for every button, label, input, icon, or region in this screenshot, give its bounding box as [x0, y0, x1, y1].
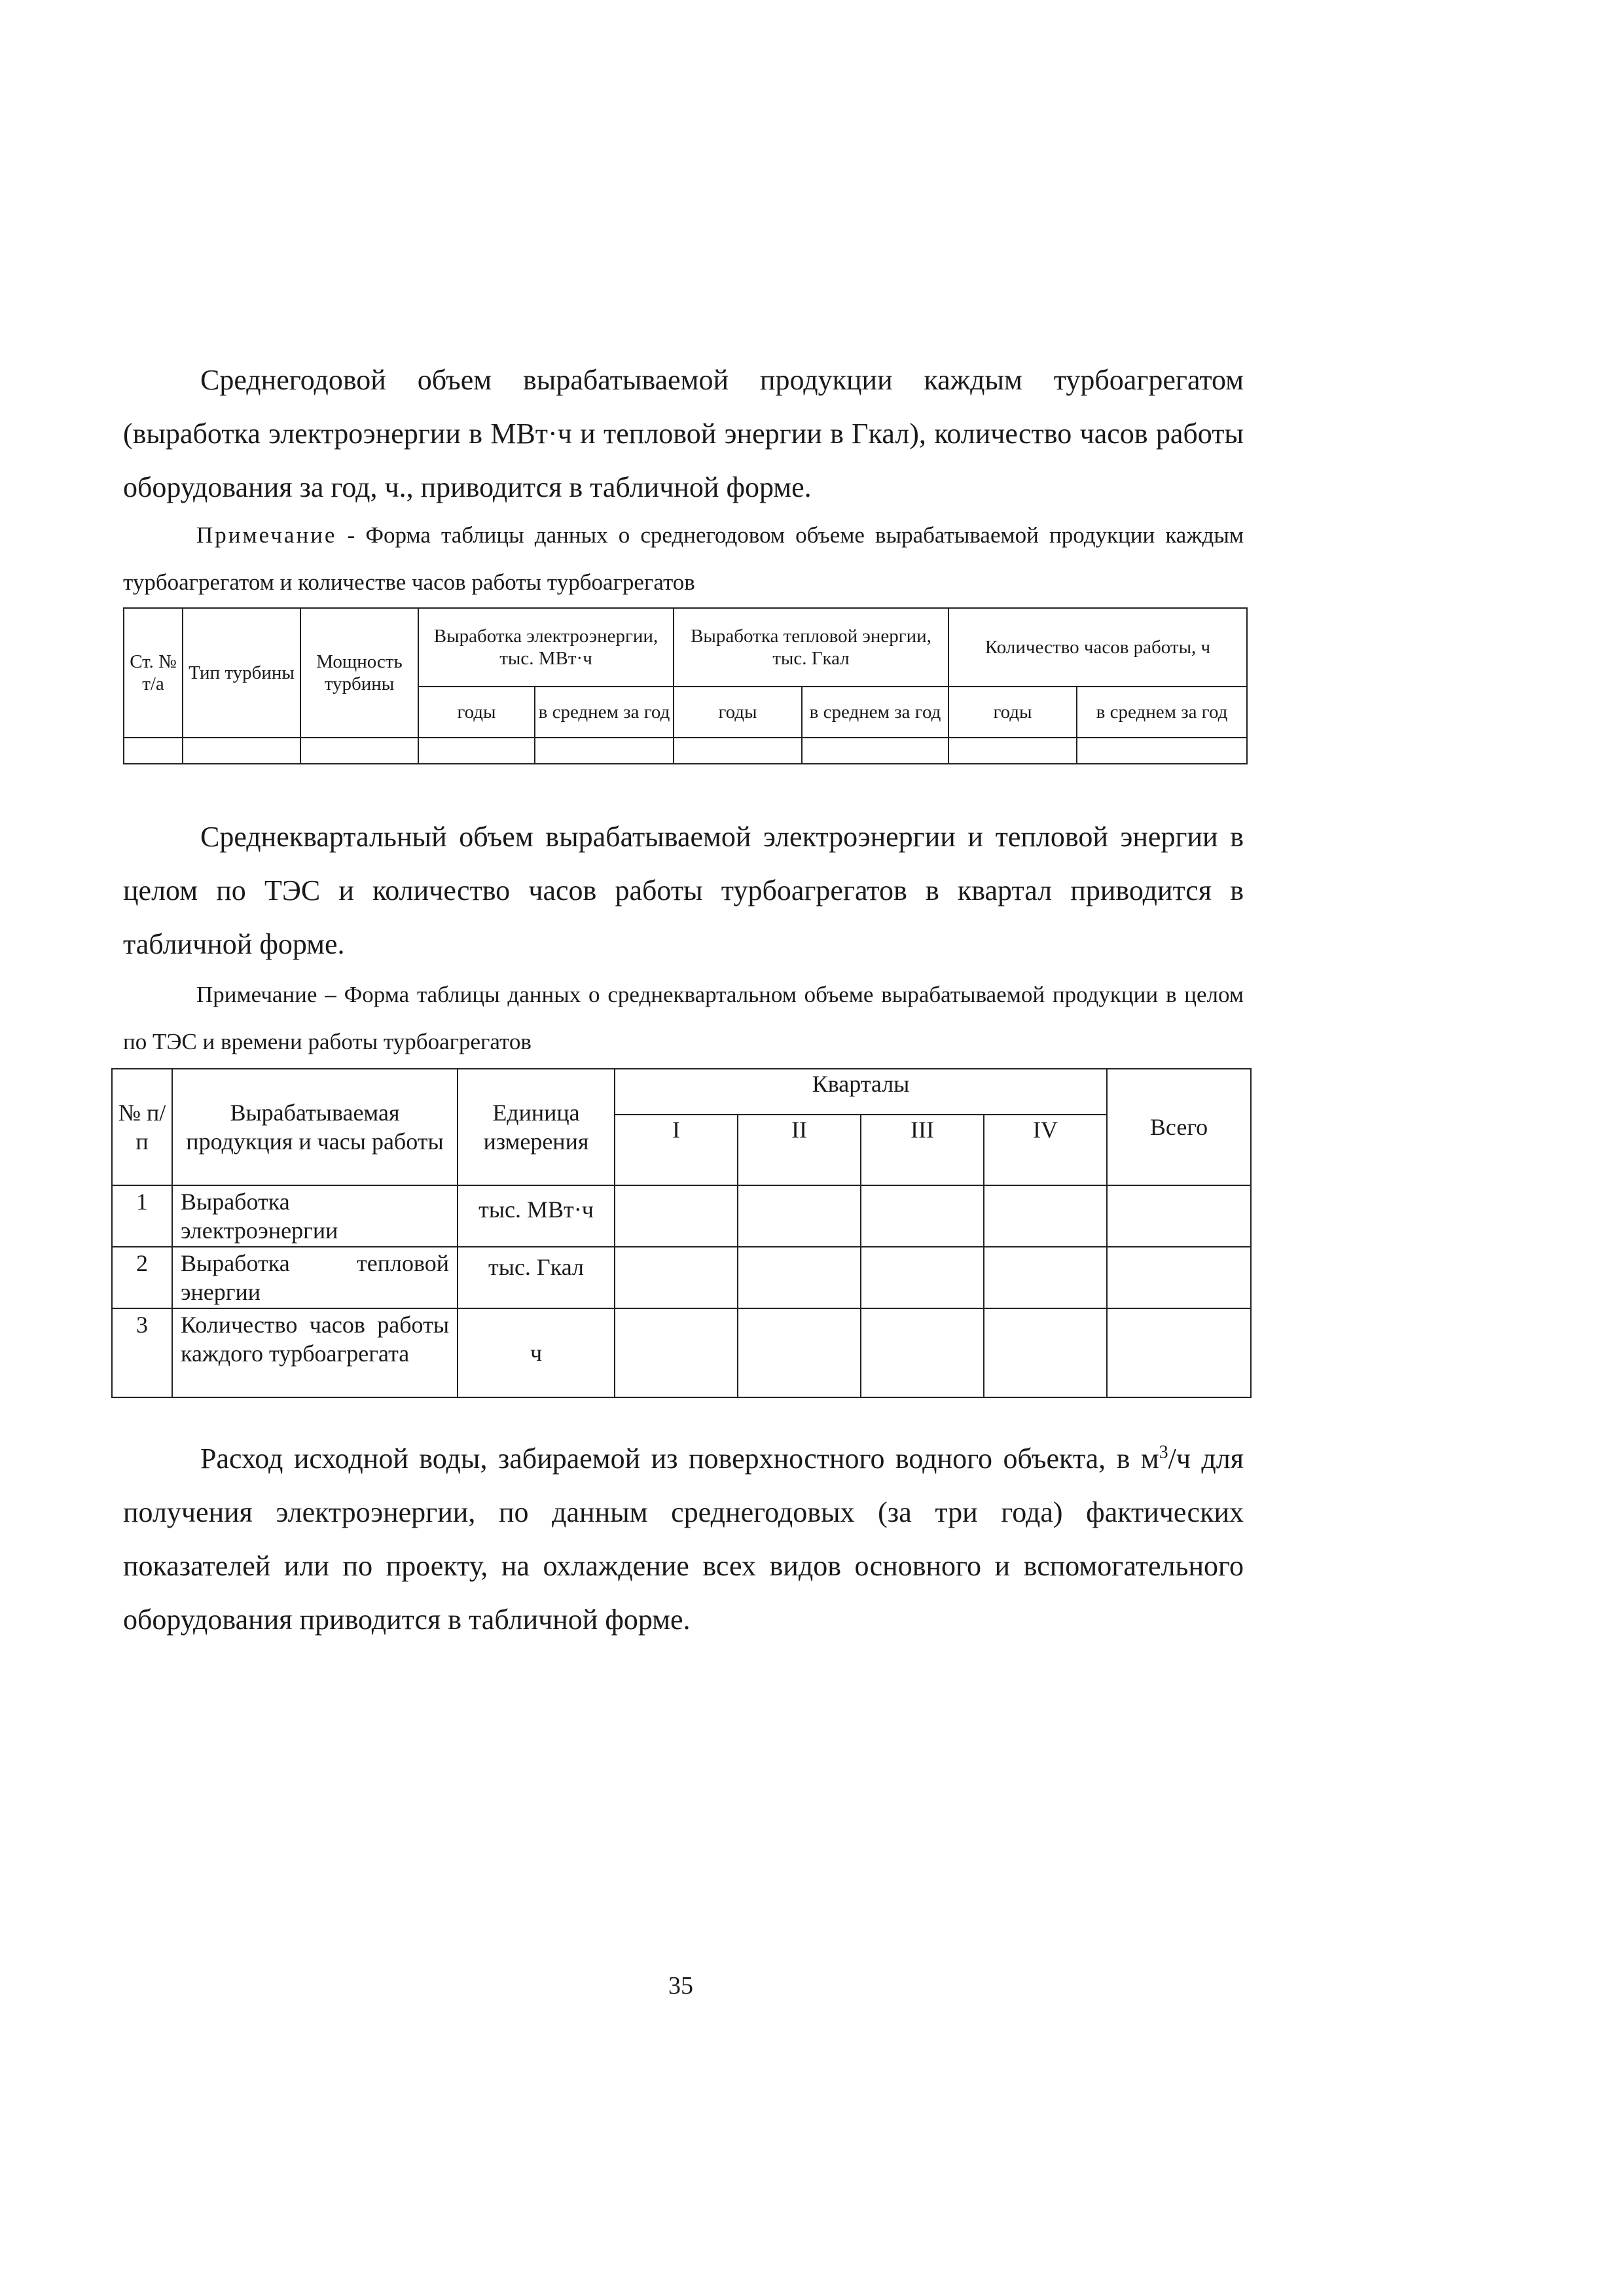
note-text: - Форма таблицы данных о среднегодовом объеме вырабатываемой продукции каждым турбоагрегатом и количестве часов работы турбоагрегатов: [123, 522, 1244, 595]
paragraph-text-end: /ч для получения электроэнергии, по данным среднегодовых (за три года) фактических показателей или по проекту, на охлаждение всех видов основного и вспомогательного оборудования приводится в табличной форме.: [123, 1443, 1244, 1636]
row-product-name: Выработка тепловой энергии: [172, 1247, 458, 1308]
table-row: [112, 1247, 1251, 1308]
header-quarter-1: I: [615, 1115, 738, 1185]
subheader-years: годы: [948, 687, 1077, 738]
header-unit: Единица измерения: [458, 1069, 615, 1185]
header-heat-output: Выработка тепловой энергии, тыс. Гкал: [674, 608, 948, 687]
subheader-average: в среднем за год: [1077, 687, 1247, 738]
row-unit: тыс. МВт·ч: [458, 1185, 615, 1247]
row-product-name: Выработка электроэнергии: [172, 1185, 458, 1247]
row-unit: тыс. Гкал: [458, 1247, 615, 1308]
header-total: Всего: [1107, 1069, 1251, 1185]
table-row: [112, 1308, 1251, 1397]
paragraph-text-start: Расход исходной воды, забираемой из поверхностного водного объекта, в м: [200, 1443, 1159, 1475]
subheader-years: годы: [674, 687, 802, 738]
table-row: [112, 1185, 1251, 1247]
row-number: 2: [112, 1247, 172, 1308]
row-unit: ч: [458, 1308, 615, 1397]
note-table1: [123, 512, 1244, 606]
row-product-name: Количество часов работы каждого турбоагрегата: [172, 1308, 458, 1397]
header-product: Вырабатываемая продукция и часы работы: [172, 1069, 458, 1185]
page-number: 35: [668, 1972, 693, 2000]
header-station-number: Ст. № т/а: [124, 608, 183, 738]
table-annual-turbine-output: [123, 607, 1248, 764]
subheader-average: в среднем за год: [535, 687, 674, 738]
table-quarterly-output: [111, 1068, 1252, 1398]
paragraph-quarterly-volume: Среднеквартальный объем вырабатываемой электроэнергии и тепловой энергии в целом по ТЭС и количество часов работы турбоагрегатов в квартал приводится в табличной форме.: [123, 821, 1244, 960]
note-label: Примечание: [196, 522, 337, 548]
subheader-average: в среднем за год: [802, 687, 948, 738]
row-number: 1: [112, 1185, 172, 1247]
paragraph-annual-volume: Среднегодовой объем вырабатываемой продукции каждым турбоагрегатом (выработка электроэнергии в МВт·ч и тепловой энергии в Гкал), количество часов работы оборудования за год, ч., приводится в табличной форме.: [123, 364, 1244, 503]
header-quarter-4: IV: [984, 1115, 1107, 1185]
note-table2: Примечание – Форма таблицы данных о среднеквартальном объеме вырабатываемой продукции в целом по ТЭС и времени работы турбоагрегатов: [123, 982, 1244, 1054]
subheader-years: годы: [418, 687, 535, 738]
header-row-number: № п/п: [112, 1069, 172, 1185]
header-turbine-type: Тип турбины: [183, 608, 300, 738]
header-operating-hours: Количество часов работы, ч: [948, 608, 1247, 687]
header-quarter-3: III: [861, 1115, 984, 1185]
superscript-cubic: 3: [1159, 1442, 1168, 1463]
header-electricity-output: Выработка электроэнергии, тыс. МВт·ч: [418, 608, 674, 687]
row-number: 3: [112, 1308, 172, 1397]
paragraph-water-consumption: [123, 1432, 1244, 1647]
header-quarters: Кварталы: [615, 1069, 1107, 1115]
header-quarter-2: II: [738, 1115, 861, 1185]
table-row-empty: [124, 738, 1247, 764]
header-turbine-power: Мощность турбины: [300, 608, 418, 738]
